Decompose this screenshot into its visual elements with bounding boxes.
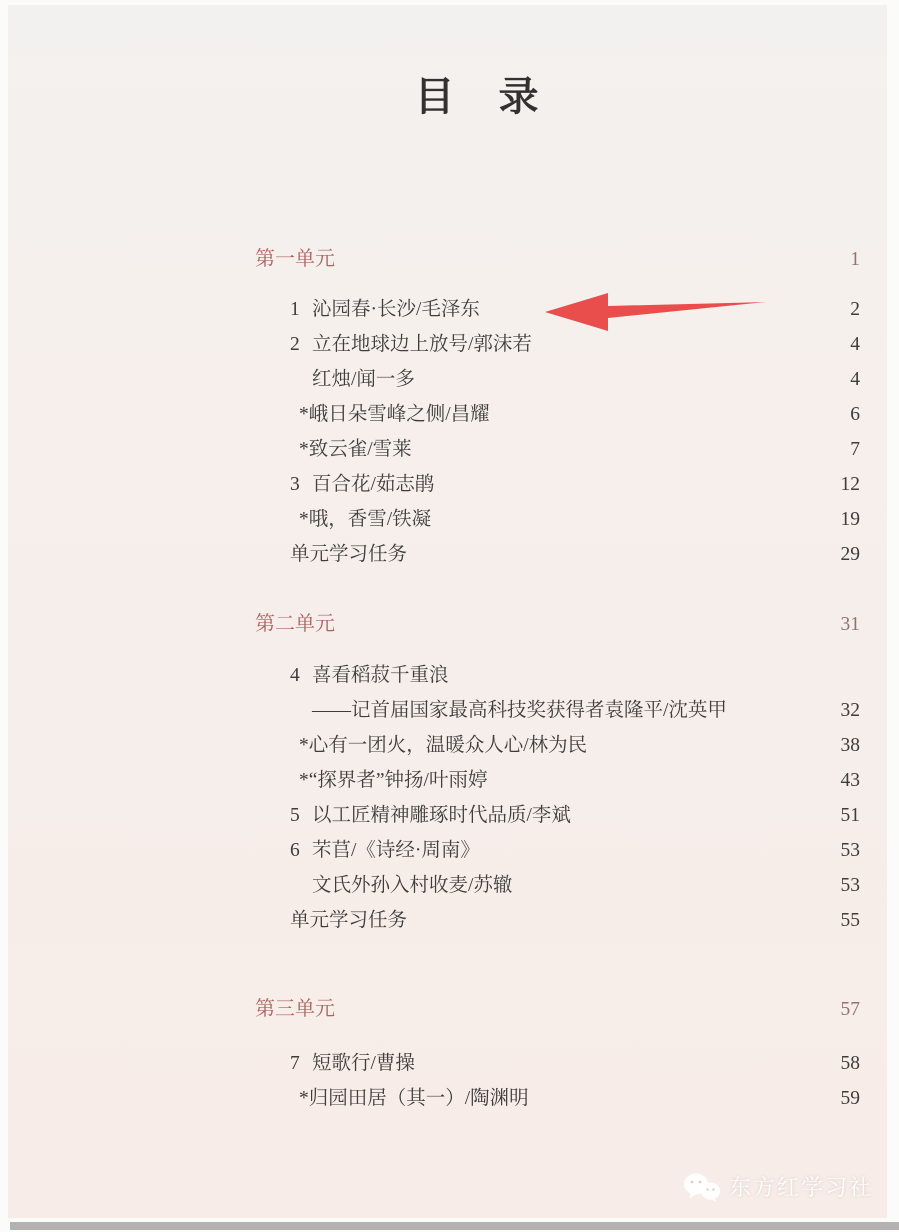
item-title: *归园田居（其一）/陶渊明 <box>299 1088 529 1109</box>
item-page-number: 53 <box>840 875 860 896</box>
item-title: *峨日朵雪峰之侧/昌耀 <box>299 404 490 425</box>
item-page-number: 55 <box>840 910 860 931</box>
toc-item <box>8 1081 860 1116</box>
item-page-number: 12 <box>840 474 860 495</box>
unit-section-3 <box>8 992 860 1116</box>
item-page-number: 4 <box>850 369 860 390</box>
item-page-number: 43 <box>840 770 860 791</box>
page-title: 目 录 <box>414 74 541 119</box>
unit-section-2 <box>8 607 860 938</box>
toc-item <box>8 798 860 833</box>
wechat-icon <box>683 1172 721 1202</box>
unit-label: 第一单元 <box>255 248 335 270</box>
item-page-number: 58 <box>840 1053 860 1074</box>
item-page-number: 53 <box>840 840 860 861</box>
table-of-contents <box>8 242 887 1116</box>
item-title: 立在地球边上放号/郭沫若 <box>312 334 532 355</box>
item-page-number: 6 <box>850 404 860 425</box>
item-number: 2 <box>290 334 300 355</box>
unit-header <box>8 992 860 1027</box>
item-title: 百合花/茹志鹃 <box>312 474 435 495</box>
item-title: 沁园春·长沙/毛泽东 <box>312 299 480 320</box>
item-title: *“探界者”钟扬/叶雨婷 <box>299 770 488 791</box>
toc-item <box>8 467 860 502</box>
watermark <box>683 1171 873 1202</box>
item-page-number: 19 <box>840 509 860 530</box>
unit-label: 第二单元 <box>255 613 335 635</box>
unit-page-number: 31 <box>840 614 860 635</box>
item-page-number: 59 <box>840 1088 860 1109</box>
item-number: 4 <box>290 665 300 686</box>
item-title: 单元学习任务 <box>290 544 408 565</box>
unit-items <box>8 292 860 572</box>
item-page-number: 2 <box>850 299 860 320</box>
toc-item <box>8 397 860 432</box>
unit-label: 第三单元 <box>255 998 335 1020</box>
item-title: *哦，香雪/铁凝 <box>299 509 432 530</box>
toc-item <box>8 1046 860 1081</box>
toc-item <box>8 868 860 903</box>
item-number: 5 <box>290 805 300 826</box>
toc-item <box>8 763 860 798</box>
unit-header <box>8 607 860 642</box>
item-title: 短歌行/曹操 <box>312 1053 415 1074</box>
item-title: 喜看稻菽千重浪 <box>312 665 449 686</box>
toc-item <box>8 903 860 938</box>
unit-header <box>8 242 860 277</box>
item-title: 以工匠精神雕琢时代品质/李斌 <box>312 805 571 826</box>
toc-item <box>8 432 860 467</box>
item-title: *心有一团火，温暖众人心/林为民 <box>299 735 588 756</box>
item-title: 文氏外孙入村收麦/苏辙 <box>312 875 513 896</box>
item-page-number: 29 <box>840 544 860 565</box>
toc-item <box>8 728 860 763</box>
unit-items <box>8 1046 860 1116</box>
toc-item <box>8 362 860 397</box>
watermark-text: 东方红学习社 <box>728 1175 873 1200</box>
item-title: 单元学习任务 <box>290 910 408 931</box>
item-title: ——记首届国家最高科技奖获得者袁隆平/沈英甲 <box>312 700 727 721</box>
toc-item <box>8 693 860 728</box>
item-number: 6 <box>290 840 300 861</box>
item-title: 芣苢/《诗经·周南》 <box>312 840 480 861</box>
toc-item <box>8 833 860 868</box>
item-page-number: 51 <box>840 805 860 826</box>
toc-item <box>8 502 860 537</box>
item-number: 7 <box>290 1053 300 1074</box>
item-page-number: 4 <box>850 334 860 355</box>
item-number: 1 <box>290 299 300 320</box>
toc-item <box>8 327 860 362</box>
item-title: *致云雀/雪莱 <box>299 439 412 460</box>
unit-items <box>8 658 860 938</box>
unit-page-number: 57 <box>840 999 860 1020</box>
item-number: 3 <box>290 474 300 495</box>
item-page-number: 32 <box>840 700 860 721</box>
toc-item <box>8 292 860 327</box>
item-page-number: 7 <box>850 439 860 460</box>
toc-item <box>8 658 860 693</box>
bottom-edge-bar <box>10 1222 899 1230</box>
toc-page <box>8 5 887 1218</box>
unit-page-number: 1 <box>850 249 860 270</box>
item-title: 红烛/闻一多 <box>312 369 415 390</box>
unit-section-1 <box>8 242 860 572</box>
item-page-number: 38 <box>840 735 860 756</box>
toc-item <box>8 537 860 572</box>
